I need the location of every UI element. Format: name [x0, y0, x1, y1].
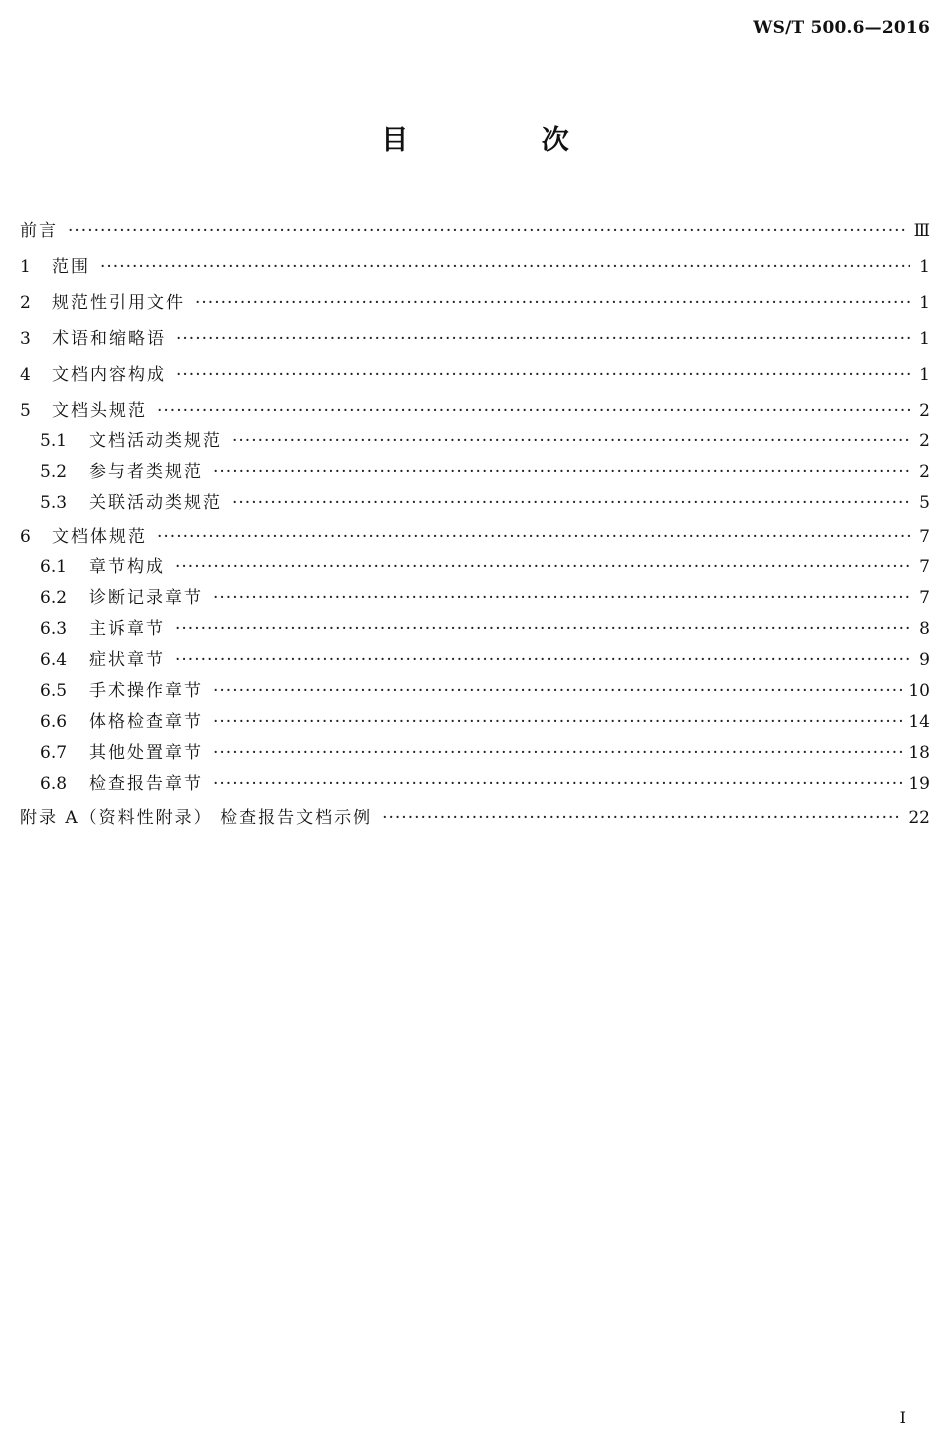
toc-entry-page: 2 — [919, 401, 930, 421]
toc-entry-number: 4 — [20, 365, 31, 385]
toc-entry-6-4[interactable] — [20, 645, 930, 676]
toc-entry-number: 6.8 — [40, 774, 68, 794]
toc-entry-number: 1 — [20, 257, 31, 277]
toc-leader-dots — [175, 645, 910, 676]
standard-code: WS/T 500.6—2016 — [753, 18, 930, 38]
toc-leader-dots — [213, 676, 902, 707]
toc-entry-appendix-a[interactable] — [20, 800, 930, 836]
toc-leader-dots — [68, 213, 908, 249]
toc-entry-label: 诊断记录章节 — [89, 588, 203, 608]
toc-leader-dots — [176, 357, 910, 393]
toc-entry-6-3[interactable] — [20, 614, 930, 645]
toc-leader-dots — [175, 552, 910, 583]
toc-entry-6-2[interactable] — [20, 583, 930, 614]
toc-entry-page: 1 — [919, 329, 930, 349]
toc-entry-label: 范围 — [52, 257, 90, 277]
toc-entry-page: 7 — [919, 588, 930, 608]
toc-entry-number: 5 — [20, 401, 31, 421]
toc-leader-dots — [175, 614, 910, 645]
toc-entry-number: 6.1 — [40, 557, 68, 577]
table-of-contents — [20, 213, 930, 836]
toc-entry-page: 1 — [919, 293, 930, 313]
toc-leader-dots — [213, 769, 902, 800]
toc-entry-page: 2 — [919, 462, 930, 482]
toc-leader-dots — [213, 583, 910, 614]
toc-entry-number: 5.3 — [40, 493, 68, 513]
toc-entry-page: 5 — [919, 493, 930, 513]
toc-entry-label: 文档头规范 — [52, 401, 147, 421]
toc-entry-number: 6.7 — [40, 743, 68, 763]
toc-entry-foreword[interactable] — [20, 213, 930, 249]
toc-entry-6-8[interactable] — [20, 769, 930, 800]
toc-entry-1[interactable] — [20, 249, 930, 285]
toc-leader-dots — [100, 249, 910, 285]
toc-entry-number: 6.4 — [40, 650, 68, 670]
toc-entry-number: 6.2 — [40, 588, 68, 608]
toc-entry-page: 19 — [908, 774, 930, 794]
toc-entry-page: 9 — [919, 650, 930, 670]
toc-entry-number: 6.3 — [40, 619, 68, 639]
page-number: I — [899, 1408, 906, 1427]
toc-entry-label: 文档体规范 — [52, 527, 147, 547]
toc-entry-number: 6.6 — [40, 712, 68, 732]
toc-entry-number: 6 — [20, 527, 31, 547]
toc-entry-number: 5.1 — [40, 431, 68, 451]
toc-entry-label: 附录 A（资料性附录） 检查报告文档示例 — [20, 808, 373, 828]
toc-entry-label: 其他处置章节 — [89, 743, 203, 763]
toc-leader-dots — [157, 519, 910, 555]
toc-entry-5-3[interactable] — [20, 488, 930, 519]
toc-leader-dots — [213, 738, 902, 769]
toc-entry-number: 3 — [20, 329, 31, 349]
toc-entry-label: 关联活动类规范 — [89, 493, 222, 513]
toc-entry-label: 症状章节 — [89, 650, 165, 670]
toc-leader-dots — [213, 707, 902, 738]
toc-leader-dots — [232, 426, 910, 457]
toc-entry-page: 2 — [919, 431, 930, 451]
toc-entry-page: Ⅲ — [913, 221, 930, 241]
toc-entry-label: 文档活动类规范 — [89, 431, 222, 451]
toc-entry-label: 参与者类规范 — [89, 462, 203, 482]
toc-entry-4[interactable] — [20, 357, 930, 393]
page-title: 目 次 — [381, 125, 631, 156]
toc-entry-label: 文档内容构成 — [52, 365, 166, 385]
toc-entry-page: 1 — [919, 257, 930, 277]
toc-entry-6-6[interactable] — [20, 707, 930, 738]
toc-entry-label: 手术操作章节 — [89, 681, 203, 701]
toc-entry-number: 6.5 — [40, 681, 68, 701]
toc-entry-5-2[interactable] — [20, 457, 930, 488]
toc-entry-6-1[interactable] — [20, 552, 930, 583]
toc-leader-dots — [195, 285, 910, 321]
toc-entry-6[interactable] — [20, 519, 930, 555]
toc-entry-6-7[interactable] — [20, 738, 930, 769]
toc-entry-number: 2 — [20, 293, 31, 313]
toc-entry-label: 主诉章节 — [89, 619, 165, 639]
toc-entry-page: 10 — [908, 681, 930, 701]
toc-entry-page: 22 — [908, 808, 930, 828]
toc-entry-page: 1 — [919, 365, 930, 385]
toc-entry-5[interactable] — [20, 393, 930, 429]
toc-entry-5-1[interactable] — [20, 426, 930, 457]
toc-entry-label: 章节构成 — [89, 557, 165, 577]
toc-entry-label: 体格检查章节 — [89, 712, 203, 732]
toc-entry-label: 前言 — [20, 221, 58, 241]
toc-leader-dots — [157, 393, 910, 429]
toc-entry-page: 18 — [908, 743, 930, 763]
toc-leader-dots — [232, 488, 910, 519]
toc-entry-page: 7 — [919, 557, 930, 577]
toc-leader-dots — [213, 457, 910, 488]
toc-leader-dots — [176, 321, 910, 357]
toc-entry-3[interactable] — [20, 321, 930, 357]
toc-entry-number: 5.2 — [40, 462, 68, 482]
toc-entry-2[interactable] — [20, 285, 930, 321]
toc-leader-dots — [382, 800, 902, 836]
toc-entry-page: 14 — [908, 712, 930, 732]
toc-entry-label: 规范性引用文件 — [52, 293, 185, 313]
toc-entry-6-5[interactable] — [20, 676, 930, 707]
toc-entry-label: 术语和缩略语 — [52, 329, 166, 349]
toc-entry-page: 7 — [919, 527, 930, 547]
toc-entry-page: 8 — [919, 619, 930, 639]
toc-entry-label: 检查报告章节 — [89, 774, 203, 794]
